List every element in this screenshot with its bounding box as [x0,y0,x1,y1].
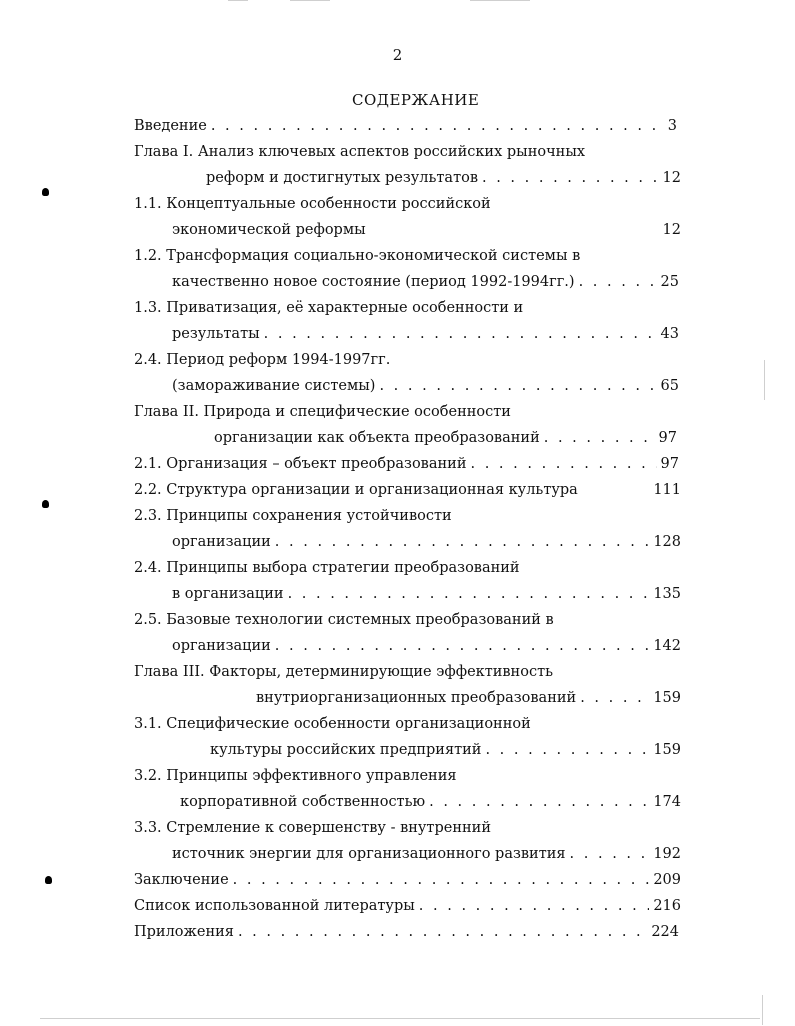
toc-entry-title: Глава II. Природа и специфические особенности [134,404,511,420]
toc-entry-2-5[interactable] [134,609,554,631]
toc-entry-title: 2.4. Принципы выбора стратегии преобразований [134,560,520,576]
toc-entry-page: 142 [653,638,681,654]
toc-entry-page: 3 [667,118,677,134]
toc-entry-title: корпоративной собственностью [180,794,426,810]
toc-entry-page: 97 [660,456,679,472]
dot-leader [419,895,650,917]
toc-entry-2-5-cont[interactable] [172,635,681,657]
toc-entry-page: 128 [653,534,681,550]
toc-entry-page: 135 [653,586,681,602]
dot-leader [544,427,655,449]
toc-entry-title: 2.3. Принципы сохранения устойчивости [134,508,452,524]
toc-entry-title: Приложения [134,924,234,940]
page-number: 2 [392,46,403,64]
toc-entry-title: 1.2. Трансформация социально-экономической системы в [134,248,581,264]
toc-entry-title: экономической реформы [172,222,366,238]
toc-entry-page: 209 [653,872,681,888]
toc-entry-title: 2.5. Базовые технологии системных преобразований в [134,612,554,628]
toc-entry-title: Введение [134,118,207,134]
toc-entry-1-1[interactable] [134,193,491,215]
dot-leader [233,869,650,891]
toc-entry-page: 25 [660,274,679,290]
dot-leader [275,531,650,553]
toc-entry-appendices[interactable] [134,921,679,943]
toc-entry-title: 3.1. Специфические особенности организационной [134,716,531,732]
toc-entry-conclusion[interactable] [134,869,681,891]
toc-entry-title: качественно новое состояние (период 1992-1994гг.) [172,274,575,290]
dot-leader [288,583,650,605]
toc-entry-title: внутриорганизационных преобразований [256,690,577,706]
toc-entry-page: 43 [660,326,679,342]
toc-entry-title: Список использованной литературы [134,898,415,914]
toc-entry-title: в организации [172,586,284,602]
toc-entry-title: результаты [172,326,260,342]
toc-entry-title: 1.3. Приватизация, её характерные особенности и [134,300,524,316]
toc-entry-page: 159 [653,690,681,706]
toc-entry-1-2-cont[interactable] [172,271,679,293]
toc-entry-title: организации [172,534,271,550]
toc-entry-title: 3.2. Принципы эффективного управления [134,768,457,784]
toc-entry-3-3[interactable] [134,817,491,839]
toc-entry-title: организации как объекта преобразований [214,430,540,446]
dot-leader [429,791,649,813]
toc-entry-title: источник энергии для организационного развития [172,846,566,862]
toc-entry-bibliography[interactable] [134,895,681,917]
dot-leader [211,115,664,137]
toc-entry-title: реформ и достигнутых результатов [206,170,478,186]
toc-entry-title: 2.2. Структура организации и организационная культура [134,482,578,498]
toc-entry-3-2-cont[interactable] [180,791,681,813]
dot-leader [264,323,657,345]
toc-entry-title: Глава I. Анализ ключевых аспектов российских рыночных [134,144,586,160]
toc-entry-chapter-1[interactable] [134,141,585,163]
toc-heading: СОДЕРЖАНИЕ [352,91,480,109]
toc-entry-page: 216 [653,898,681,914]
dot-leader [379,375,656,397]
dot-leader [482,167,659,189]
toc-entry-chapter-1-cont[interactable] [206,167,681,189]
toc-entry-page: 12 [662,222,681,238]
toc-entry-2-4[interactable] [134,557,520,579]
toc-entry-page: 159 [653,742,681,758]
toc-entry-title: Заключение [134,872,229,888]
toc-entry-introduction[interactable] [134,115,677,137]
toc-entry-title: 2.1. Организация – объект преобразований [134,456,467,472]
toc-entry-title: организации [172,638,271,654]
dot-leader [485,739,649,761]
toc-entry-1-1-cont[interactable] [172,219,681,241]
toc-entry-title: культуры российских предприятий [210,742,482,758]
dot-leader [570,843,650,865]
toc-entry-chapter-2[interactable] [134,401,511,423]
dot-leader [579,271,657,293]
toc-entry-title: 2.4. Период реформ 1994-1997гг. [134,352,391,368]
dot-leader [275,635,650,657]
toc-entry-page: 97 [658,430,677,446]
toc-entry-chapter-2-cont[interactable] [214,427,677,449]
toc-entry-1-2[interactable] [134,245,580,267]
toc-entry-2-4-period[interactable] [134,349,390,371]
dot-leader [580,687,649,709]
toc-entry-chapter-3[interactable] [134,661,553,683]
toc-entry-title: 3.3. Стремление к совершенству - внутренний [134,820,491,836]
toc-entry-2-4-cont[interactable] [172,583,681,605]
toc-entry-chapter-3-cont[interactable] [256,687,681,709]
toc-entry-2-2[interactable] [134,479,681,501]
toc-entry-2-3-cont[interactable] [172,531,681,553]
toc-entry-page: 12 [662,170,681,186]
toc-entry-3-3-cont[interactable] [172,843,681,865]
toc-entry-title: (замораживание системы) [172,378,376,394]
toc-entry-title: Глава III. Факторы, детерминирующие эффективность [134,664,553,680]
toc-entry-3-2[interactable] [134,765,457,787]
toc-entry-1-3-cont[interactable] [172,323,679,345]
toc-entry-page: 65 [660,378,679,394]
toc-entry-3-1[interactable] [134,713,531,735]
dot-leader [471,453,657,475]
dot-leader [238,921,647,943]
toc-entry-1-3[interactable] [134,297,523,319]
toc-entry-2-4-period-cont[interactable] [172,375,679,397]
toc-entry-2-1[interactable] [134,453,679,475]
toc-entry-page: 111 [653,482,681,498]
toc-entry-page: 224 [651,924,679,940]
toc-entry-2-3[interactable] [134,505,452,527]
toc-entry-page: 192 [653,846,681,862]
toc-entry-title: 1.1. Концептуальные особенности российской [134,196,491,212]
toc-entry-page: 174 [653,794,681,810]
toc-entry-3-1-cont[interactable] [210,739,681,761]
